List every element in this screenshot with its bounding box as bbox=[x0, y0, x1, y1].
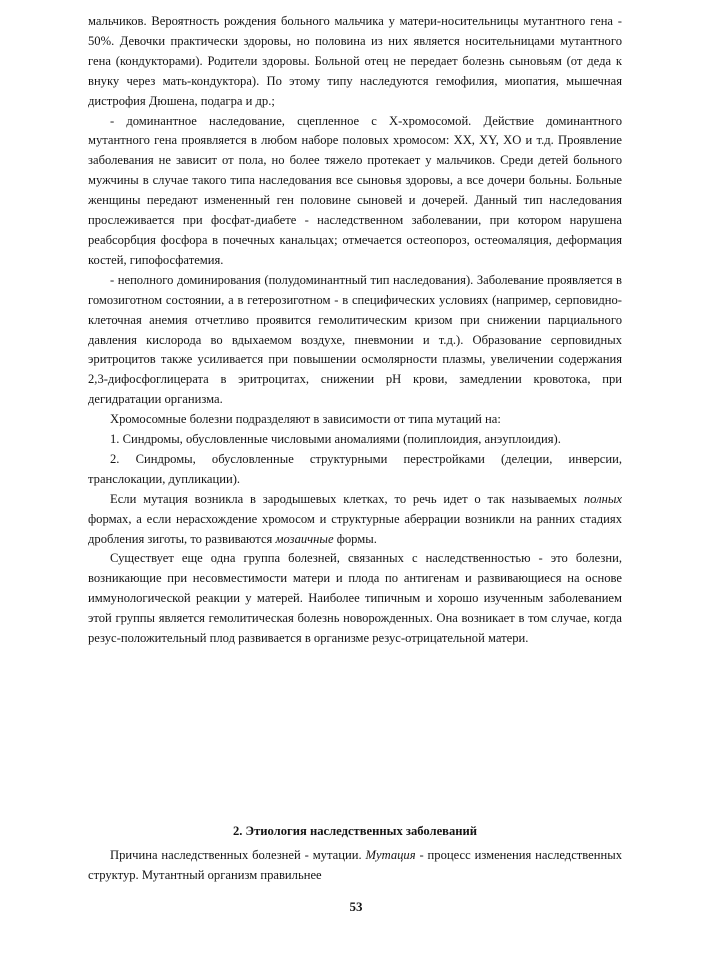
paragraph-7-part-2: формах, а если нерасхождение хромосом и структурные аберрации возникли на ранних стадиях дробления зиготы, то развиваются bbox=[88, 511, 622, 546]
paragraph-1: мальчиков. Вероятность рождения больного мальчика у матери-носительницы мутантного гена - 50%. Девочки практически здоровы, но половина из них является носительницами мутантного гена (кондукторами). Родители здоровы. Больной отец не передает болезнь сыновьям (от деда к внуку через мать-кондуктора). По этому типу наследуются гемофилия, миопатия, мышечная дистрофия Дюшена, подагра и др.; bbox=[88, 14, 622, 108]
paragraph-2: - доминантное наследование, сцепленное с Х-хромосомой. Действие доминантного мутантного гена проявляется в любом наборе половых хромосом: XX, XY, XO и т.д. Проявление заболевания не зависит от пола, но более тяжело протекает у мальчиков. Среди детей больного мужчины в случае такого типа наследования все сыновья здоровы, а все дочери больны. Больные женщины передают измененный ген половине сыновей и дочерей. Данный тип наследования прослеживается при фосфат-диабете - наследственном заболевании, при котором нарушена реабсорбция фосфора в почечных канальцах; отмечается остеопороз, остеомаляция, деформация костей, гипофосфатемия. bbox=[88, 113, 622, 267]
paragraph-8: Существует еще одна группа болезней, связанных с наследственностью - это болезни, возникающие при несовместимости матери и плода по антигенам и развивающиеся на основе иммунологической реакции у матерей. Наиболее типичным и хорошо изученным заболеванием этой группы является гемолитическая болезнь новорожденных. Она возникает в том случае, когда резус-положительный плод развивается в организме резус-отрицательной матери. bbox=[88, 551, 622, 646]
paragraph-9 bbox=[88, 846, 622, 886]
paragraph-9-part-1: Причина наследственных болезней - мутации. bbox=[110, 848, 366, 862]
paragraph-9-emphasis: Мутация bbox=[365, 848, 416, 862]
body-text-continued bbox=[88, 846, 622, 886]
section-heading: 2. Этиология наследственных заболеваний bbox=[232, 824, 478, 838]
paragraph-7-part-3: формы. bbox=[333, 531, 377, 546]
body-text bbox=[88, 12, 622, 649]
page-number: 53 bbox=[349, 899, 363, 914]
paragraph-3: - неполного доминирования (полудоминантный тип наследования). Заболевание проявляется в гомозиготном состоянии, а в гетерозиготном - в специфических условиях (например, серповидно-клеточная анемия отчетливо проявится гемолитическим кризом при снижении парциального давления кислорода во вдыхаемом воздухе, пневмонии и т.д.). Образование серповидных эритроцитов также усиливается при повышении осмолярности плазмы, увеличении содержания 2,3-дифосфоглицерата в эритроцитах, снижении pH крови, замедлении кровотока, при дегидратации организма. bbox=[88, 272, 622, 407]
paragraph-7-emphasis-2: мозаичные bbox=[275, 531, 334, 546]
paragraph-9-part-2: - процесс изменения наследственных структур. Мутантный организм правильнее bbox=[88, 848, 623, 882]
paragraph-7-emphasis-1: полных bbox=[583, 491, 622, 506]
paragraph-5: 1. Синдромы, обусловленные числовыми аномалиями (полиплоидия, анэуплоидия). bbox=[110, 432, 561, 447]
paragraph-4: Хромосомные болезни подразделяют в зависимости от типа мутаций на: bbox=[110, 412, 501, 427]
paragraph-6: 2. Синдромы, обусловленные структурными перестройками (делеции, инверсии, транслокации, дупликации). bbox=[88, 451, 622, 486]
paragraph-7-part-1: Если мутация возникла в зародышевых клетках, то речь идет о так называемых bbox=[110, 491, 584, 506]
paragraph-7 bbox=[88, 490, 622, 550]
